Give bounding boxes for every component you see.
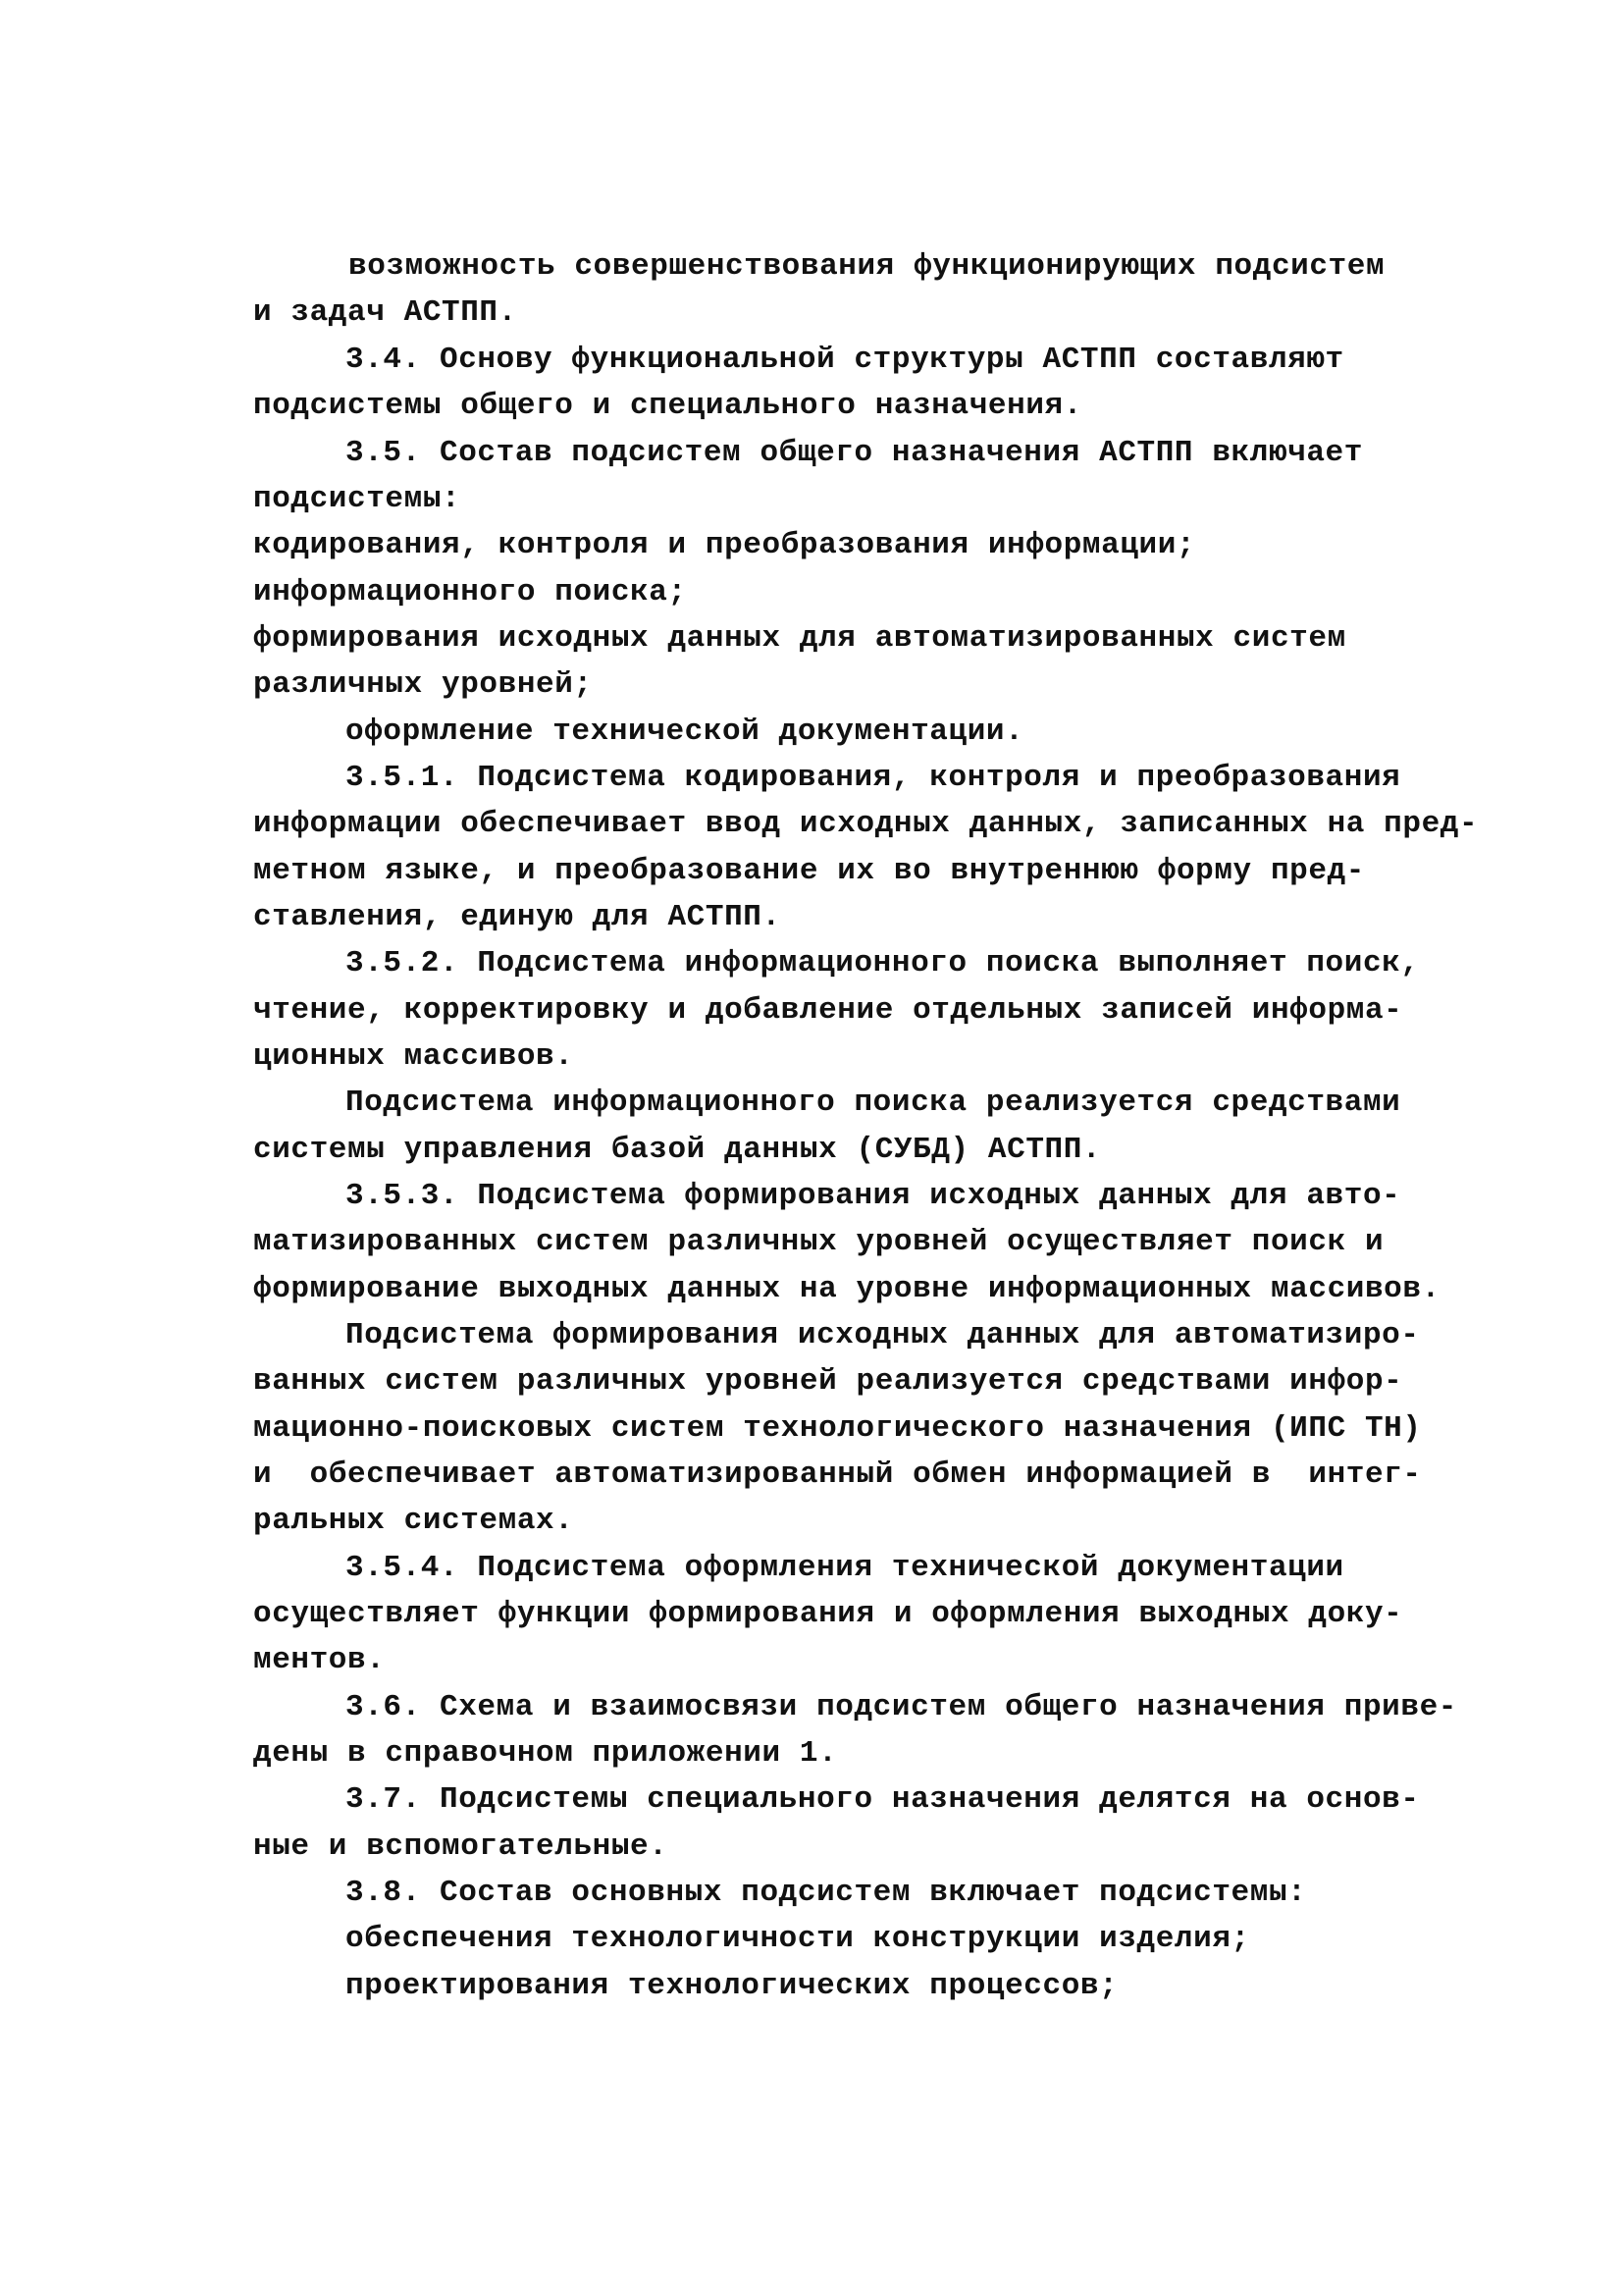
text-line: кодирования, контроля и преобразования информации; — [253, 528, 1196, 562]
text-line: чтение, корректировку и добавление отдельных записей информа- — [253, 993, 1403, 1028]
text-line: 3.8. Состав основных подсистем включает подсистемы: — [345, 1876, 1307, 1910]
text-line: дены в справочном приложении 1. — [253, 1736, 838, 1771]
text-line: метном языке, и преобразование их во внутреннюю форму пред- — [253, 854, 1365, 888]
text-line: формирования исходных данных для автоматизированных систем — [253, 621, 1346, 656]
text-line: оформление технической документации. — [345, 715, 1024, 749]
text-line: 3.6. Схема и взаимосвязи подсистем общего назначения приве- — [345, 1690, 1457, 1724]
text-line: матизированных систем различных уровней осуществляет поиск и — [253, 1225, 1385, 1259]
text-line: 3.5. Состав подсистем общего назначения АСТПП включает — [345, 436, 1363, 470]
text-line: ционных массивов. — [253, 1039, 574, 1074]
text-line: ральных системах. — [253, 1504, 574, 1538]
text-line: 3.5.4. Подсистема оформления технической документации — [345, 1551, 1344, 1585]
text-line: формирование выходных данных на уровне информационных массивов. — [253, 1272, 1441, 1306]
text-line: различных уровней; — [253, 667, 593, 702]
text-line: возможность совершенствования функционирующих подсистем — [348, 249, 1386, 284]
text-line: осуществляет функции формирования и оформления выходных доку- — [253, 1597, 1403, 1631]
text-line: информации обеспечивает ввод исходных данных, записанных на пред- — [253, 807, 1479, 841]
text-line: мационно-поисковых систем технологического назначения (ИПС ТН) — [253, 1411, 1422, 1446]
text-line: информационного поиска; — [253, 575, 687, 609]
text-line: 3.5.1. Подсистема кодирования, контроля и преобразования — [345, 761, 1401, 795]
text-line: ментов. — [253, 1643, 386, 1677]
text-line: Подсистема информационного поиска реализуется средствами — [345, 1086, 1401, 1120]
text-line: и задач АСТПП. — [253, 295, 517, 330]
text-line: 3.5.3. Подсистема формирования исходных данных для авто- — [345, 1179, 1401, 1213]
text-line: 3.4. Основу функциональной структуры АСТПП составляют — [345, 343, 1344, 377]
text-line: ставления, единую для АСТПП. — [253, 900, 781, 934]
text-line: обеспечения технологичности конструкции изделия; — [345, 1922, 1250, 1956]
text-line: подсистемы: — [253, 482, 461, 516]
text-line: и обеспечивает автоматизированный обмен информацией в интег- — [253, 1457, 1422, 1492]
text-line: подсистемы общего и специального назначения. — [253, 389, 1082, 423]
text-line: системы управления базой данных (СУБД) АСТПП. — [253, 1133, 1102, 1167]
text-line: 3.5.2. Подсистема информационного поиска выполняет поиск, — [345, 946, 1420, 980]
text-line: ные и вспомогательные. — [253, 1829, 668, 1864]
text-line: 3.7. Подсистемы специального назначения делятся на основ- — [345, 1782, 1420, 1817]
text-line: проектирования технологических процессов; — [345, 1969, 1119, 2003]
text-line: ванных систем различных уровней реализуется средствами инфор- — [253, 1364, 1403, 1399]
text-line: Подсистема формирования исходных данных для автоматизиро- — [345, 1318, 1420, 1352]
